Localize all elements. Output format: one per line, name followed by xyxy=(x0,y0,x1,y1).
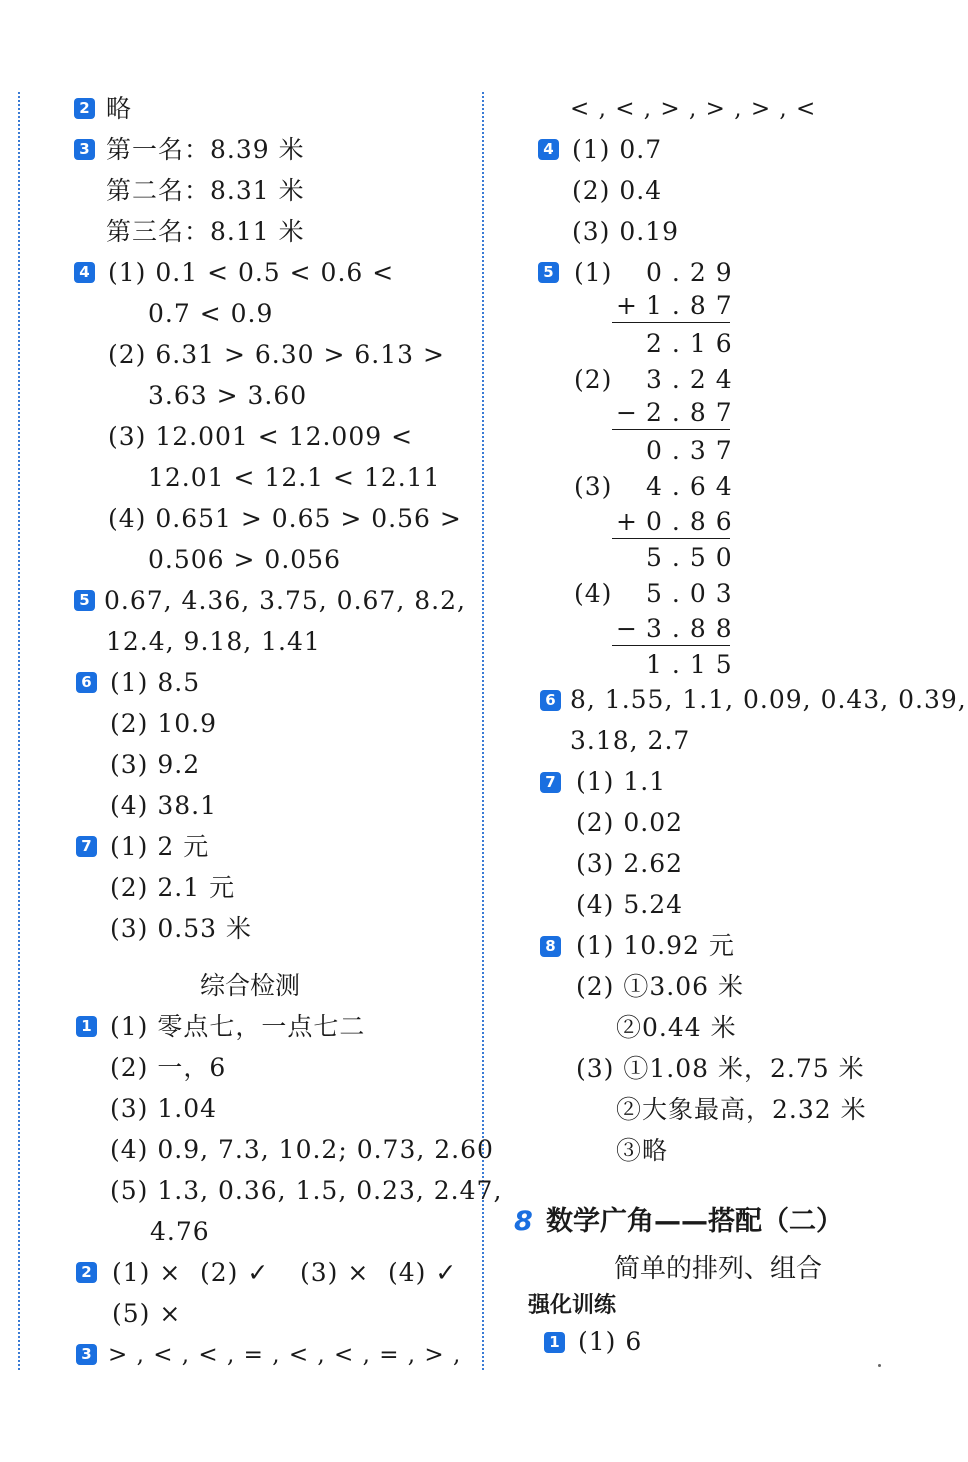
answer-line: (3) 9.2 xyxy=(110,750,201,779)
answer-line: 12.4, 9.18, 1.41 xyxy=(106,627,321,656)
badge-2: 2 xyxy=(76,1262,97,1283)
judgement-item: (1) × xyxy=(112,1258,182,1287)
calc-operator: + xyxy=(616,507,638,536)
answer-line: (4) 5.24 xyxy=(576,890,684,919)
answer-text: 略 xyxy=(106,94,133,123)
judgement-item: (2) ✓ xyxy=(200,1258,270,1287)
calc-operand: 0.86 xyxy=(646,507,742,536)
answer-line: (2) 一，6 xyxy=(110,1053,227,1082)
answer-line: (2) 10.9 xyxy=(110,709,218,738)
calc-operand: 4.64 xyxy=(646,472,742,501)
badge-6: 6 xyxy=(76,672,97,693)
answer-line: (4) 0.9, 7.3, 10.2; 0.73, 2.60 xyxy=(110,1135,494,1164)
badge-5: 5 xyxy=(538,262,559,283)
answer-line: 第一名：8.39 米 xyxy=(106,135,305,164)
calc-operator: + xyxy=(616,291,638,320)
answer-line: 4.76 xyxy=(150,1217,210,1246)
section-title: 综合检测 xyxy=(200,971,301,1000)
calc-label: (4) xyxy=(574,579,613,608)
judgement-item: (5) × xyxy=(112,1299,182,1328)
calc-operator: − xyxy=(616,614,638,643)
answer-line: (1) 6 xyxy=(578,1327,643,1356)
chapter-number: 8 xyxy=(514,1206,533,1237)
calc-label: (2) xyxy=(574,365,613,394)
calc-result: 5.50 xyxy=(646,543,742,572)
answer-line: (1) 0.1 < 0.5 < 0.6 < xyxy=(108,258,395,287)
badge-6: 6 xyxy=(540,690,561,711)
calc-operand: 3.88 xyxy=(646,614,742,643)
left-margin-line xyxy=(18,92,20,1370)
answer-line: 0.506 > 0.056 xyxy=(148,545,341,574)
answer-line: (2) 2.1 元 xyxy=(110,873,236,902)
answer-line: 0.67, 4.36, 3.75, 0.67, 8.2, xyxy=(104,586,466,615)
section-label: 强化训练 xyxy=(528,1293,617,1318)
scan-speck xyxy=(878,1364,881,1367)
answer-line: (3) 0.19 xyxy=(572,217,680,246)
answer-line: (5) 1.3, 0.36, 1.5, 0.23, 2.47, xyxy=(110,1176,503,1205)
badge-2: 2 xyxy=(74,98,95,119)
chapter-title: 数学广角——搭配（二） xyxy=(546,1206,843,1237)
answer-line: (1) 2 元 xyxy=(110,832,210,861)
calc-result: 2.16 xyxy=(646,329,742,358)
answer-line: 3.63 > 3.60 xyxy=(148,381,308,410)
badge-4: 4 xyxy=(74,262,95,283)
badge-4: 4 xyxy=(538,139,559,160)
chapter-subtitle: 简单的排列、组合 xyxy=(614,1254,823,1284)
answer-line: 3.18, 2.7 xyxy=(570,726,691,755)
answer-line: (1) 10.92 元 xyxy=(576,931,735,960)
badge-8: 8 xyxy=(540,936,561,957)
answer-line: > , < , < , = , < , < , = , > , xyxy=(108,1342,462,1368)
answer-line: (4) 38.1 xyxy=(110,791,218,820)
calc-label: (1) xyxy=(574,258,613,287)
answer-line: 0.7 < 0.9 xyxy=(148,299,274,328)
judgement-item: (4) ✓ xyxy=(388,1258,458,1287)
badge-1: 1 xyxy=(544,1332,565,1353)
answer-line: 12.01 < 12.1 < 12.11 xyxy=(148,463,441,492)
answer-line: (3) 0.53 米 xyxy=(110,914,252,943)
badge-1: 1 xyxy=(76,1016,97,1037)
badge-7: 7 xyxy=(76,836,97,857)
calc-rule xyxy=(612,322,730,323)
calc-operator: − xyxy=(616,398,638,427)
calc-operand: 1.87 xyxy=(646,291,742,320)
answer-line: (3) 1.04 xyxy=(110,1094,218,1123)
answer-line: (3) 2.62 xyxy=(576,849,684,878)
calc-rule xyxy=(612,538,730,539)
badge-3: 3 xyxy=(74,139,95,160)
answer-line: (2) ①3.06 米 xyxy=(576,972,744,1001)
answer-line: ③略 xyxy=(616,1136,669,1165)
answer-line: (3) 12.001 < 12.009 < xyxy=(108,422,414,451)
answer-line: (2) 0.4 xyxy=(572,176,663,205)
answer-line: ②大象最高，2.32 米 xyxy=(616,1095,867,1124)
answer-line: (3) ①1.08 米，2.75 米 xyxy=(576,1054,865,1083)
badge-3: 3 xyxy=(76,1344,97,1365)
calc-result: 0.37 xyxy=(646,436,742,465)
badge-5: 5 xyxy=(74,590,95,611)
calc-operand: 2.87 xyxy=(646,398,742,427)
calc-label: (3) xyxy=(574,472,613,501)
answer-line: (2) 0.02 xyxy=(576,808,684,837)
answer-line: 8, 1.55, 1.1, 0.09, 0.43, 0.39, xyxy=(570,685,967,714)
answer-line: (1) 0.7 xyxy=(572,135,663,164)
answer-line: (1) 1.1 xyxy=(576,767,667,796)
answer-line: (2) 6.31 > 6.30 > 6.13 > xyxy=(108,340,445,369)
answer-line: 第三名：8.11 米 xyxy=(106,217,305,246)
calc-rule xyxy=(612,429,730,430)
calc-operand: 3.24 xyxy=(646,365,742,394)
badge-7: 7 xyxy=(540,772,561,793)
answer-line: (4) 0.651 > 0.65 > 0.56 > xyxy=(108,504,462,533)
calc-result: 1.15 xyxy=(646,650,742,679)
calc-operand: 0.29 xyxy=(646,258,742,287)
answer-line: (1) 8.5 xyxy=(110,668,201,697)
answer-line: ②0.44 米 xyxy=(616,1013,737,1042)
answer-line: (1) 零点七，一点七二 xyxy=(110,1012,366,1041)
calc-operand: 5.03 xyxy=(646,579,742,608)
answer-line: < , < , > , > , > , < xyxy=(570,96,817,122)
answer-line: 第二名：8.31 米 xyxy=(106,176,305,205)
calc-rule xyxy=(612,645,730,646)
judgement-item: (3) × xyxy=(300,1258,370,1287)
